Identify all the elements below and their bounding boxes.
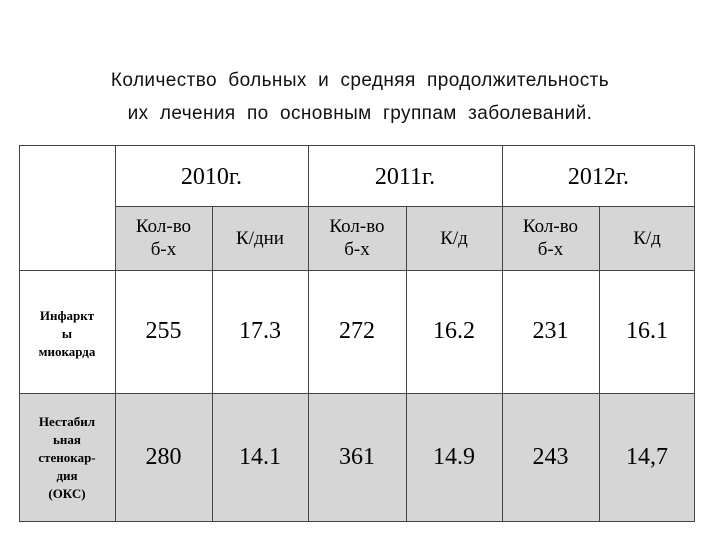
table-cell: 231: [532, 318, 569, 344]
page-title: [0, 64, 720, 130]
year-header-2011: 2011г.: [374, 164, 436, 190]
title-line-1: Количество больных и средняя продолжительность: [110, 70, 610, 91]
row-sep: [115, 206, 695, 207]
border-right: [694, 145, 695, 522]
table-cell: 272: [339, 318, 375, 344]
table-cell: 14.1: [239, 444, 281, 470]
col-sep: [502, 145, 503, 522]
row-sep-top: [19, 145, 695, 146]
border-left: [19, 145, 20, 522]
subheader-count-2010: Кол-во б-х: [135, 216, 192, 260]
year-header-2012: 2012г.: [567, 164, 630, 190]
row-label-unstable-angina: Нестабил ьная стенокар- дия (ОКС): [38, 413, 96, 501]
table-cell: 255: [145, 318, 182, 344]
table-cell: 17.3: [239, 318, 281, 344]
row-sep-bottom: [19, 521, 695, 522]
table-cell: 243: [532, 444, 569, 470]
title-line-2: их лечения по основным группам заболеваний.: [127, 103, 593, 124]
subheader-count-2011: Кол-во б-х: [329, 216, 385, 260]
table-cell: 14,7: [626, 444, 668, 470]
subheader-days-2010: К/дни: [236, 227, 284, 249]
row-sep: [19, 393, 695, 394]
data-table: [19, 145, 695, 522]
row-sep: [19, 270, 695, 271]
col-sep: [115, 145, 116, 522]
table-cell: 16.1: [626, 318, 668, 344]
col-sep: [599, 206, 600, 522]
subheader-days-2011: К/д: [440, 227, 468, 249]
subheader-count-2012: Кол-во б-х: [522, 216, 579, 260]
year-header-2010: 2010г.: [180, 164, 243, 190]
col-sep: [308, 145, 309, 522]
table-cell: 14.9: [433, 444, 475, 470]
subheader-days-2012: К/д: [633, 227, 661, 249]
col-sep: [406, 206, 407, 522]
table-cell: 280: [145, 444, 182, 470]
table-cell: 16.2: [433, 318, 475, 344]
table-cell: 361: [339, 444, 375, 470]
col-sep: [212, 206, 213, 522]
row-label-myocardial-infarction: Инфаркт ы миокарда: [38, 307, 96, 359]
